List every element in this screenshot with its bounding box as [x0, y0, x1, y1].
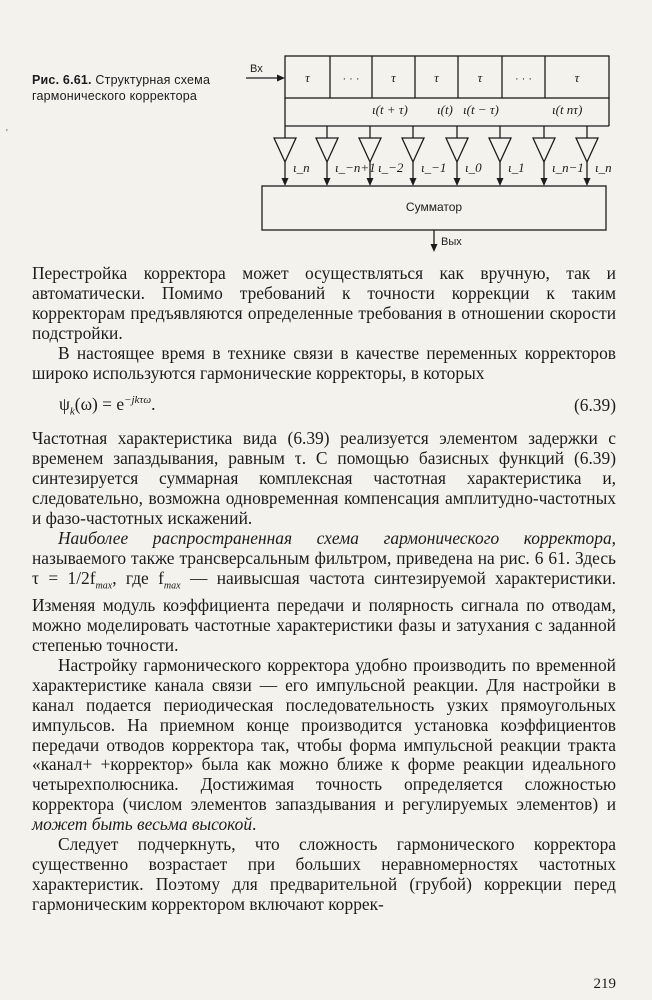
- p5-b: .: [252, 814, 257, 835]
- paragraph-4: [32, 529, 616, 656]
- formula-period: .: [151, 393, 156, 414]
- amp-arrow: [367, 178, 374, 186]
- amplifier-triangle: [316, 138, 338, 162]
- p4-a: , называемого также трансверсальным фильтром, приведена на рис. 6 61. Здесь τ = 1/2f: [32, 527, 616, 588]
- delay-ellipsis: · · ·: [514, 73, 533, 85]
- p5-a: Настройку гармонического корректора удобно производить по временной характеристике канала связи — его импульсной реакции. Для настройки в канал подается периодическая последовательность узких прямоугольных импульсов. На приемном конце производится установка коэффициентов передачи отводов корректора так, чтобы форма импульсной реакции тракта «канал+ +корректор» была как можно ближе к форме реакции идеального четырехполюсника. Достижимая точность определяется сложностью корректора (числом элементов запаздывания и регулируемых элементов) и: [32, 654, 616, 815]
- amplifier-triangle: [446, 138, 468, 162]
- coefficient-label: ι_−2: [378, 160, 404, 175]
- caption-text: Структурная схема гармонического корректора: [32, 73, 211, 103]
- p4-italic: Наиболее распространенная схема гармонического корректора: [58, 527, 612, 548]
- amp-arrow: [584, 178, 591, 186]
- amplifier-triangle: [274, 138, 296, 162]
- amp-arrow: [410, 178, 417, 186]
- formula-sub-k: k: [69, 405, 75, 418]
- formula-psi: ψ: [59, 393, 70, 414]
- p4-c: — наивысшая частота синтезируемой характеристики. Изменяя модуль коэффициента передачи и полярность сигнала по отводам, можно моделировать частотные характеристики фазы и затухания с заданной степенью точности.: [32, 567, 616, 655]
- formula-middle: (ω) = e: [74, 393, 125, 414]
- amp-arrow: [324, 178, 331, 186]
- coefficient-label: ι_1: [508, 160, 525, 175]
- coefficient-label: ι_n: [293, 160, 310, 175]
- amplifier-triangle: [359, 138, 381, 162]
- p4-b: , где f: [112, 567, 164, 588]
- amp-arrow: [454, 178, 461, 186]
- amp-arrow: [497, 178, 504, 186]
- paragraph-2: В настоящее время в технике связи в качестве переменных корректоров широко используются гармонические корректоры, в которых: [32, 342, 616, 383]
- tap-label-t-ntau: ι(t nτ): [552, 102, 583, 117]
- tap-label-t-minus: ι(t − τ): [463, 102, 499, 117]
- amplifier-triangle: [402, 138, 424, 162]
- tap-amplifiers: [274, 126, 612, 186]
- input-arrow: [277, 75, 285, 82]
- body-text: [32, 264, 616, 915]
- page-number: 219: [593, 976, 616, 992]
- coefficient-label: ι_0: [465, 160, 482, 175]
- caption-number: Рис. 6.61.: [32, 73, 92, 87]
- paragraph-3: Частотная характеристика вида (6.39) реализуется элементом задержки с временем запаздывания, равным τ. С помощью базисных функций (6.39) синтезируется суммарная комплексная частотная характеристика и, следовательно, возможна одновременная компенсация амплитудно-частотных и фазо-частотных искажений.: [32, 428, 616, 529]
- delay-line: [285, 56, 609, 98]
- delay-ellipsis: · · ·: [342, 73, 360, 85]
- formula-6-39: [32, 383, 616, 429]
- p4-sub1: max: [95, 580, 113, 592]
- formula-expression: [59, 391, 155, 422]
- p4-sub2: max: [163, 580, 181, 592]
- amplifier-triangle: [576, 138, 598, 162]
- output-label: Вых: [441, 236, 462, 248]
- delay-element-tau: τ: [477, 70, 483, 85]
- amplifier-triangle: [533, 138, 555, 162]
- tap-label-t-plus: ι(t + τ): [372, 102, 408, 117]
- amplifier-triangle: [489, 138, 511, 162]
- summator-label: Сумматор: [405, 200, 463, 214]
- delay-element-tau: τ: [574, 70, 580, 85]
- amp-arrow: [282, 178, 289, 186]
- paragraph-6: Следует подчеркнуть, что сложность гармонического корректора существенно возрастает при больших неравномерностях частотных характеристик. Поэтому для предварительной (грубой) коррекции перед гармоническим корректором включают коррек-: [32, 834, 616, 914]
- input-label: Вх: [250, 63, 263, 75]
- coefficient-label: ι_−1: [421, 160, 447, 175]
- formula-number: (6.39): [573, 395, 616, 416]
- paragraph-5: [32, 656, 616, 835]
- margin-mark: ': [6, 128, 8, 139]
- harmonic-corrector-diagram: [0, 0, 652, 262]
- delay-labels: [305, 70, 581, 85]
- delay-element-tau: τ: [305, 70, 310, 85]
- formula-exponent: −jkτω: [124, 393, 152, 406]
- delay-element-tau: τ: [391, 70, 396, 85]
- output-arrow: [431, 244, 438, 252]
- coefficient-label: ι_n: [595, 160, 612, 175]
- p5-italic: может быть весьма высокой: [32, 814, 253, 835]
- delay-element-tau: τ: [434, 70, 439, 85]
- amp-arrow: [541, 178, 548, 186]
- coefficient-label: ι_−n+1: [335, 160, 376, 175]
- tap-label-t: ι(t): [437, 102, 453, 117]
- paragraph-1: Перестройка корректора может осуществляться как вручную, так и автоматически. Помимо требований к точности коррекции к таким корректорам предъявляются определенные требования в отношении скорости подстройки.: [32, 263, 616, 343]
- coefficient-label: ι_n−1: [552, 160, 584, 175]
